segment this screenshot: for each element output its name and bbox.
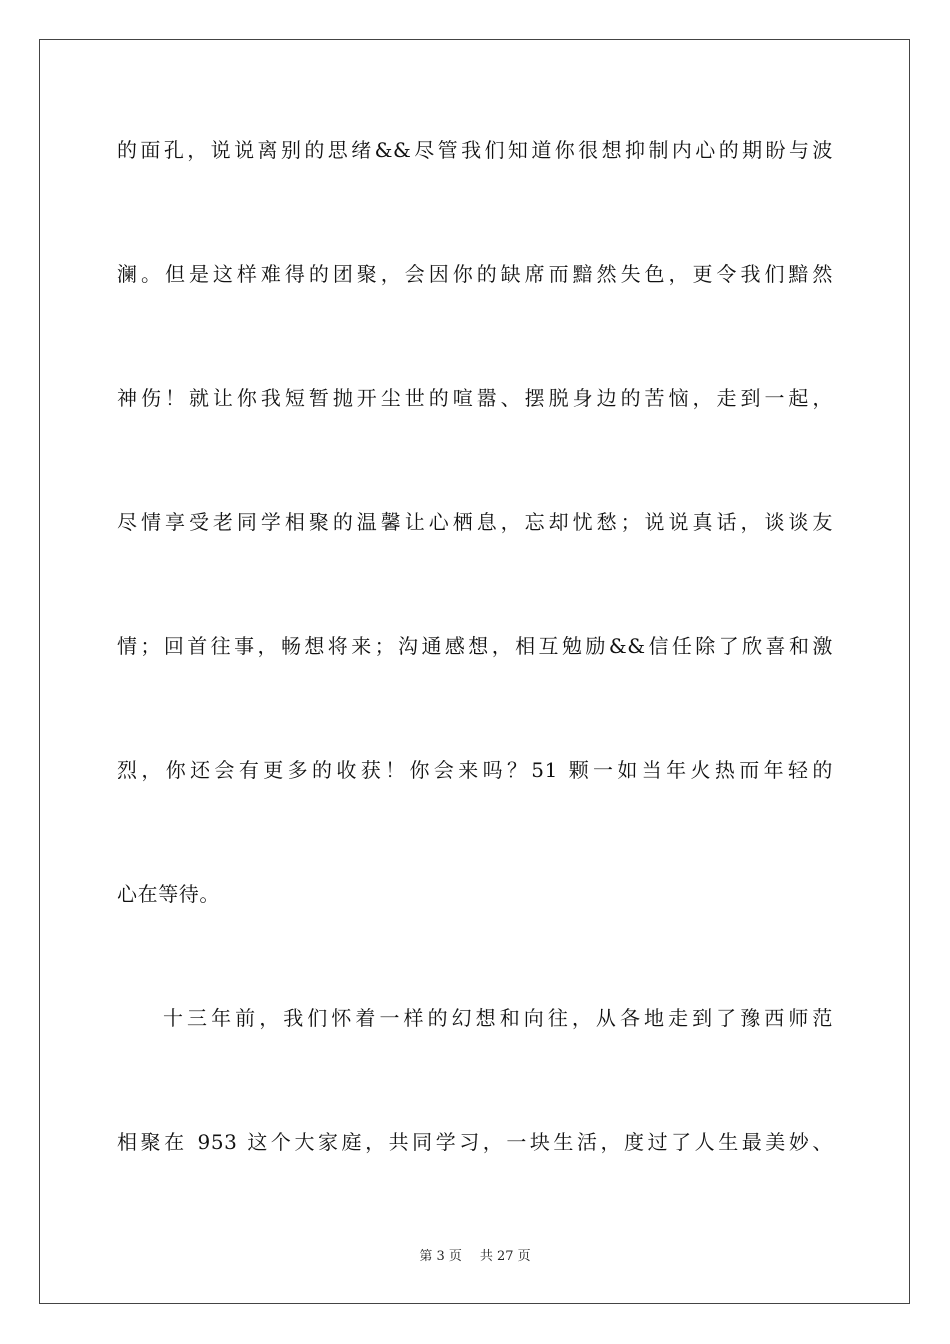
paragraph-line-7: 心在等待。 bbox=[117, 882, 220, 906]
paragraph-line-8: 十三年前，我们怀着一样的幻想和向往，从各地走到了豫西师范 bbox=[163, 1006, 833, 1030]
paragraph-line-9: 相聚在 953 这个大家庭，共同学习，一块生活，度过了人生最美妙、 bbox=[117, 1130, 833, 1154]
paragraph-line-5: 情；回首往事，畅想将来；沟通感想，相互勉励&&信任除了欣喜和激 bbox=[117, 634, 833, 658]
page-footer bbox=[0, 1248, 950, 1266]
paragraph-line-4: 尽情享受老同学相聚的温馨让心栖息，忘却忧愁；说说真话，谈谈友 bbox=[117, 510, 833, 534]
page-number: 第 3 页 bbox=[419, 1249, 462, 1264]
paragraph-line-3: 神伤！就让你我短暂抛开尘世的喧嚣、摆脱身边的苦恼，走到一起， bbox=[117, 386, 833, 410]
page-total: 共 27 页 bbox=[479, 1249, 531, 1264]
paragraph-line-6: 烈，你还会有更多的收获！你会来吗？51 颗一如当年火热而年轻的 bbox=[117, 758, 833, 782]
paragraph-line-2: 澜。但是这样难得的团聚，会因你的缺席而黯然失色，更令我们黯然 bbox=[117, 262, 833, 286]
paragraph-line-1: 的面孔，说说离别的思绪&&尽管我们知道你很想抑制内心的期盼与波 bbox=[117, 138, 833, 162]
page-frame bbox=[39, 39, 910, 1304]
